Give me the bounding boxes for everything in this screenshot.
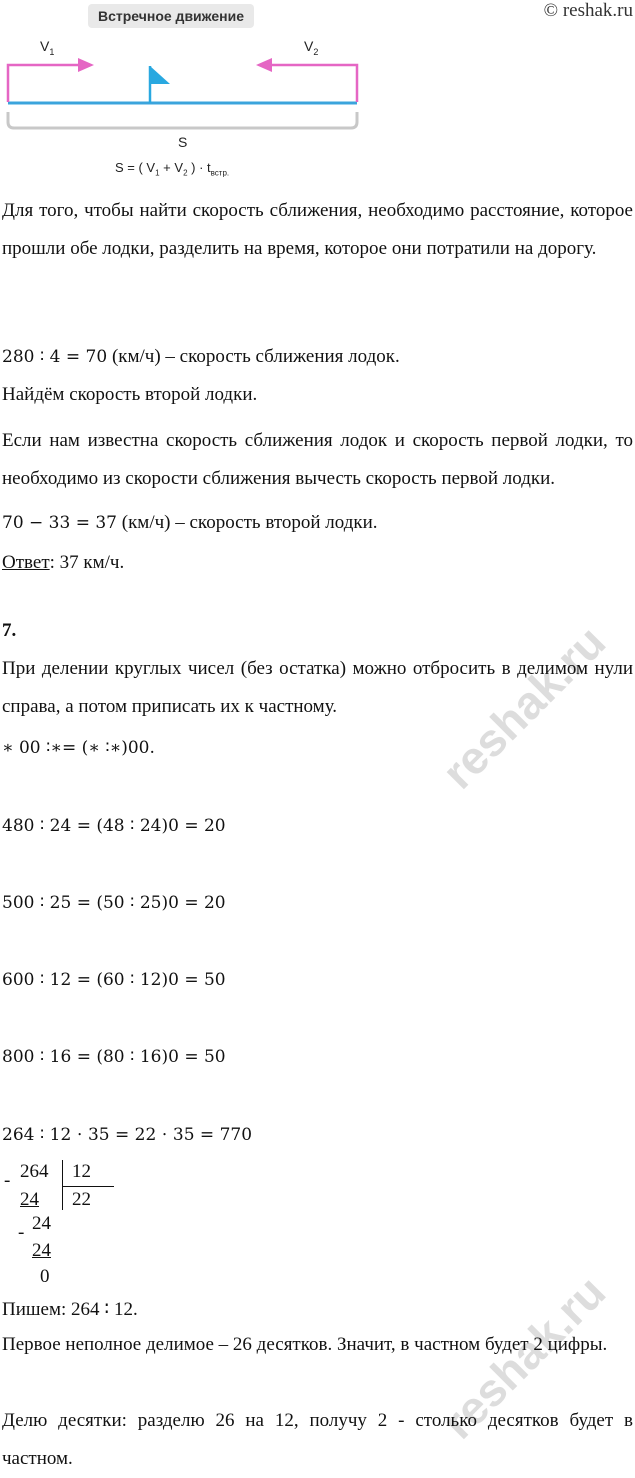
paragraph-2: Найдём скорость второй лодки.: [2, 384, 258, 405]
equation-2: 70 − 33 = 37 (км/ч) – скорость второй лодки.: [2, 512, 378, 533]
answer: Ответ: 37 км/ч.: [2, 552, 125, 573]
paragraph-6: Первое неполное делимое – 26 десятков. Значит, в частном будет 2 цифры.: [2, 1334, 608, 1355]
dividend: 264: [20, 1161, 49, 1182]
diagram-graphic: [0, 0, 380, 140]
minus-sign: -: [4, 1170, 11, 1191]
paragraph-3: Если нам известна скорость сближения лодок и скорость первой лодки, то необходимо из скорости сближения вычесть скорость первой лодки.: [2, 430, 633, 489]
right-arrow: [268, 65, 357, 102]
site-label: © reshak.ru: [543, 0, 633, 21]
example-5: 264 ∶ 12 ⋅ 35 = 22 ⋅ 35 = 770: [2, 1125, 253, 1145]
example-4: 800 ∶ 16 = (80 ∶ 16)0 = 50: [2, 1047, 226, 1067]
s-label: S: [178, 134, 188, 150]
watermark: reshak.ru: [431, 615, 616, 799]
paragraph-4: При делении круглых чисел (без остатка) можно отбросить в делимом нули справа, а потом приписать их к частному.: [2, 658, 633, 717]
paragraph-1: Для того, чтобы найти скорость сближения, необходимо расстояние, которое прошли обе лодки, разделить на время, которое они потратили на дорогу.: [2, 200, 633, 259]
division-hline: [62, 1186, 114, 1187]
example-1: 480 ∶ 24 = (48 ∶ 24)0 = 20: [2, 816, 226, 836]
subtrahend-2: 24: [32, 1240, 51, 1261]
quotient: 22: [72, 1189, 91, 1210]
remainder-final: 0: [40, 1266, 50, 1287]
subtrahend-1: 24: [20, 1189, 39, 1210]
division-vline: [62, 1160, 63, 1210]
diagram-formula: S = ( $V_1 + V_2$ ) · $t_{встр.}$: [115, 160, 230, 178]
watermark: reshak.ru: [431, 1265, 616, 1449]
divisor: 12: [72, 1161, 91, 1182]
example-2: 500 ∶ 25 = (50 ∶ 25)0 = 20: [2, 893, 226, 913]
example-3: 600 ∶ 12 = (60 ∶ 12)0 = 50: [2, 970, 226, 990]
diagram-title: Встречное движение: [88, 4, 254, 28]
minus-sign: -: [18, 1222, 25, 1243]
right-arrowhead: [256, 58, 272, 72]
left-arrow: [8, 65, 88, 102]
remainder-1: 24: [32, 1213, 51, 1234]
task-number: 7.: [2, 620, 17, 641]
paragraph-5: Пишем: 264 ∶ 12.: [2, 1299, 138, 1320]
flag-icon: [150, 66, 170, 84]
paragraph-7: Делю десятки: разделю 26 на 12, получу 2 - столько десятков будет в частном.: [2, 1410, 633, 1469]
equation-1: 280 ∶ 4 = 70 (км/ч) – скорость сближения лодок.: [2, 346, 400, 367]
v2-label: $V_2$: [304, 38, 319, 57]
distance-bracket: [8, 112, 357, 128]
rule: ∗ 00 ∶∗= (∗ ∶∗)00.: [2, 738, 155, 758]
left-arrowhead: [78, 58, 94, 72]
v1-label: $V_1$: [40, 38, 55, 57]
